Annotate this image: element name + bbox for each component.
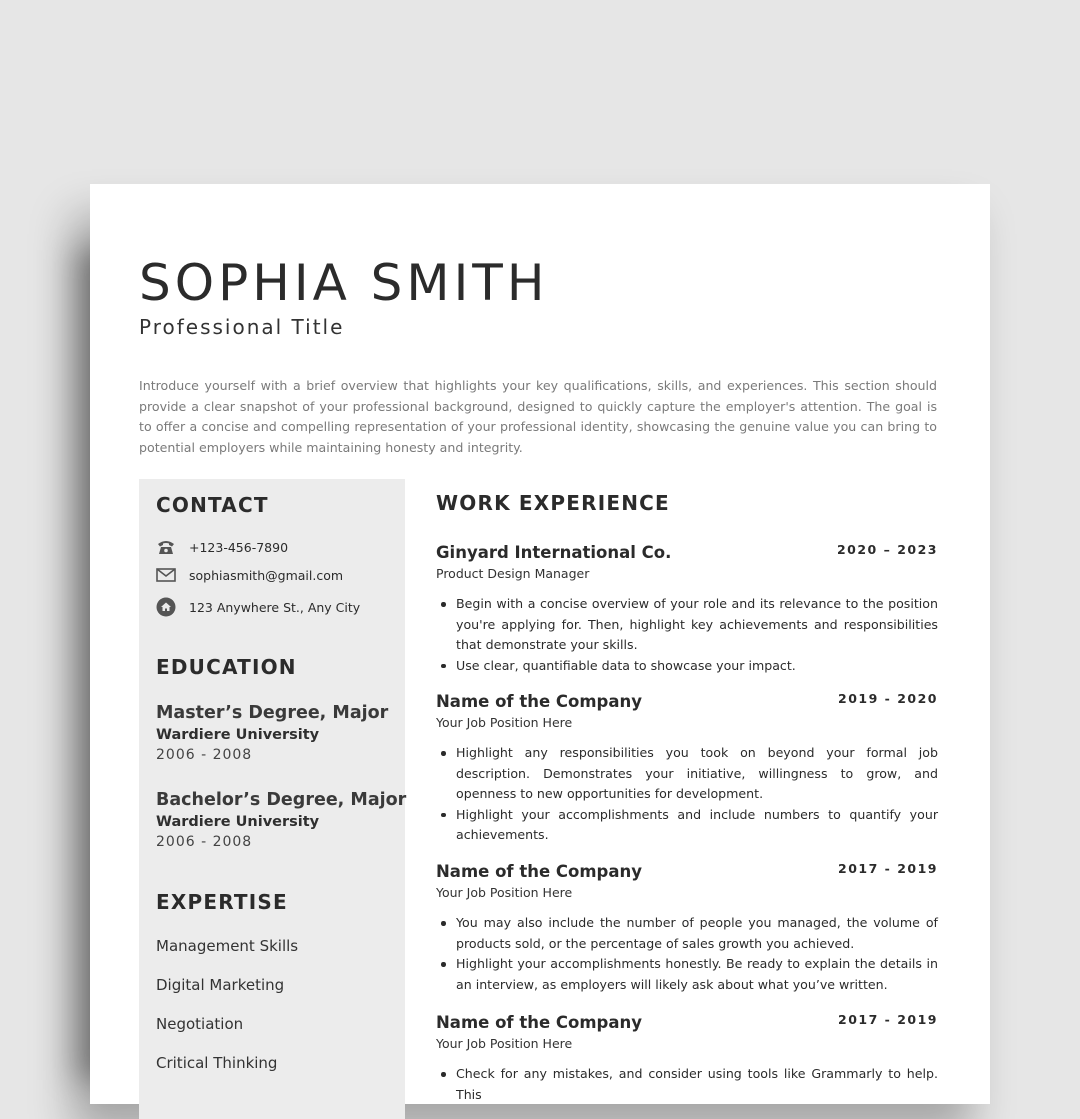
job-dates: 2020 – 2023 [836, 542, 938, 557]
contact-address-text: 123 Anywhere St., Any City [189, 599, 361, 615]
job-entry [436, 861, 938, 995]
job-dates: 2017 - 2019 [838, 1012, 938, 1027]
education-entry [156, 701, 388, 765]
job-bullets [436, 743, 938, 846]
sidebar [139, 479, 405, 1119]
profile-summary: Introduce yourself with a brief overview that highlights your key qualifications, skills, and experiences. This section should provide a clear snapshot of your professional background, designed to quickly capture the employer's attention. The goal is to offer a concise and compelling representation of your professional identity, showcasing the genuine value you can bring to potential employers while maintaining honesty and integrity. [139, 378, 937, 455]
job-bullet: You may also include the number of people you managed, the volume of products sold, or the percentage of sales growth you achieved. [456, 913, 938, 954]
education-entry [156, 788, 406, 852]
contact-phone [156, 539, 288, 555]
job-bullet: Highlight any responsibilities you took on beyond your formal job description. Demonstrates your initiative, willingness to grow, and openness to new opportunities for development. [456, 743, 938, 805]
education-heading: EDUCATION [156, 655, 297, 679]
job-bullet: Use clear, quantifiable data to showcase your impact. [456, 656, 938, 677]
university: Wardiere University [156, 727, 320, 743]
job-entry [436, 1012, 938, 1105]
company-name: Name of the Company [436, 692, 642, 711]
job-bullets [436, 1064, 938, 1105]
expertise-heading: EXPERTISE [156, 890, 288, 914]
degree: Bachelor’s Degree, Major [156, 790, 407, 810]
job-bullets [436, 913, 938, 995]
contact-phone-text: +123-456-7890 [189, 539, 289, 555]
job-bullet: Check for any mistakes, and consider using tools like Grammarly to help. This [456, 1064, 938, 1105]
job-bullet: Begin with a concise overview of your role and its relevance to the position you're applying for. Then, highlight key achievements and responsibilities that demonstrate your skills. [456, 594, 938, 656]
phone-icon [156, 539, 176, 555]
job-position: Your Job Position Here [436, 885, 573, 900]
skill-item: Negotiation [156, 1015, 244, 1033]
job-dates: 2017 - 2019 [838, 861, 938, 876]
job-position: Product Design Manager [436, 566, 590, 581]
job-entry [436, 691, 938, 846]
work-experience-heading: WORK EXPERIENCE [436, 491, 670, 515]
professional-title: Professional Title [139, 315, 345, 339]
degree: Master’s Degree, Major [156, 703, 389, 723]
skill-item: Critical Thinking [156, 1054, 278, 1072]
resume-page [90, 184, 990, 1104]
skill-item: Management Skills [156, 937, 299, 955]
company-name: Name of the Company [436, 1013, 642, 1032]
job-position: Your Job Position Here [436, 1036, 573, 1051]
contact-address [156, 599, 360, 615]
company-name: Ginyard International Co. [436, 543, 672, 562]
skill-item: Digital Marketing [156, 976, 285, 994]
email-icon [156, 567, 176, 583]
contact-heading: CONTACT [156, 493, 269, 517]
job-bullets [436, 594, 938, 676]
home-icon [156, 599, 176, 615]
job-entry [436, 542, 938, 676]
contact-email [156, 567, 343, 583]
job-position: Your Job Position Here [436, 715, 573, 730]
job-bullet: Highlight your accomplishments and include numbers to quantify your achievements. [456, 805, 938, 846]
education-years: 2006 - 2008 [156, 834, 253, 850]
job-dates: 2019 - 2020 [838, 691, 938, 706]
company-name: Name of the Company [436, 862, 642, 881]
education-years: 2006 - 2008 [156, 747, 253, 763]
candidate-name: SOPHIA SMITH [139, 254, 549, 312]
university: Wardiere University [156, 814, 320, 830]
contact-email-text: sophiasmith@gmail.com [189, 567, 344, 583]
job-bullet: Highlight your accomplishments honestly. Be ready to explain the details in an interview, as employers will likely ask about what you’ve written. [456, 954, 938, 995]
